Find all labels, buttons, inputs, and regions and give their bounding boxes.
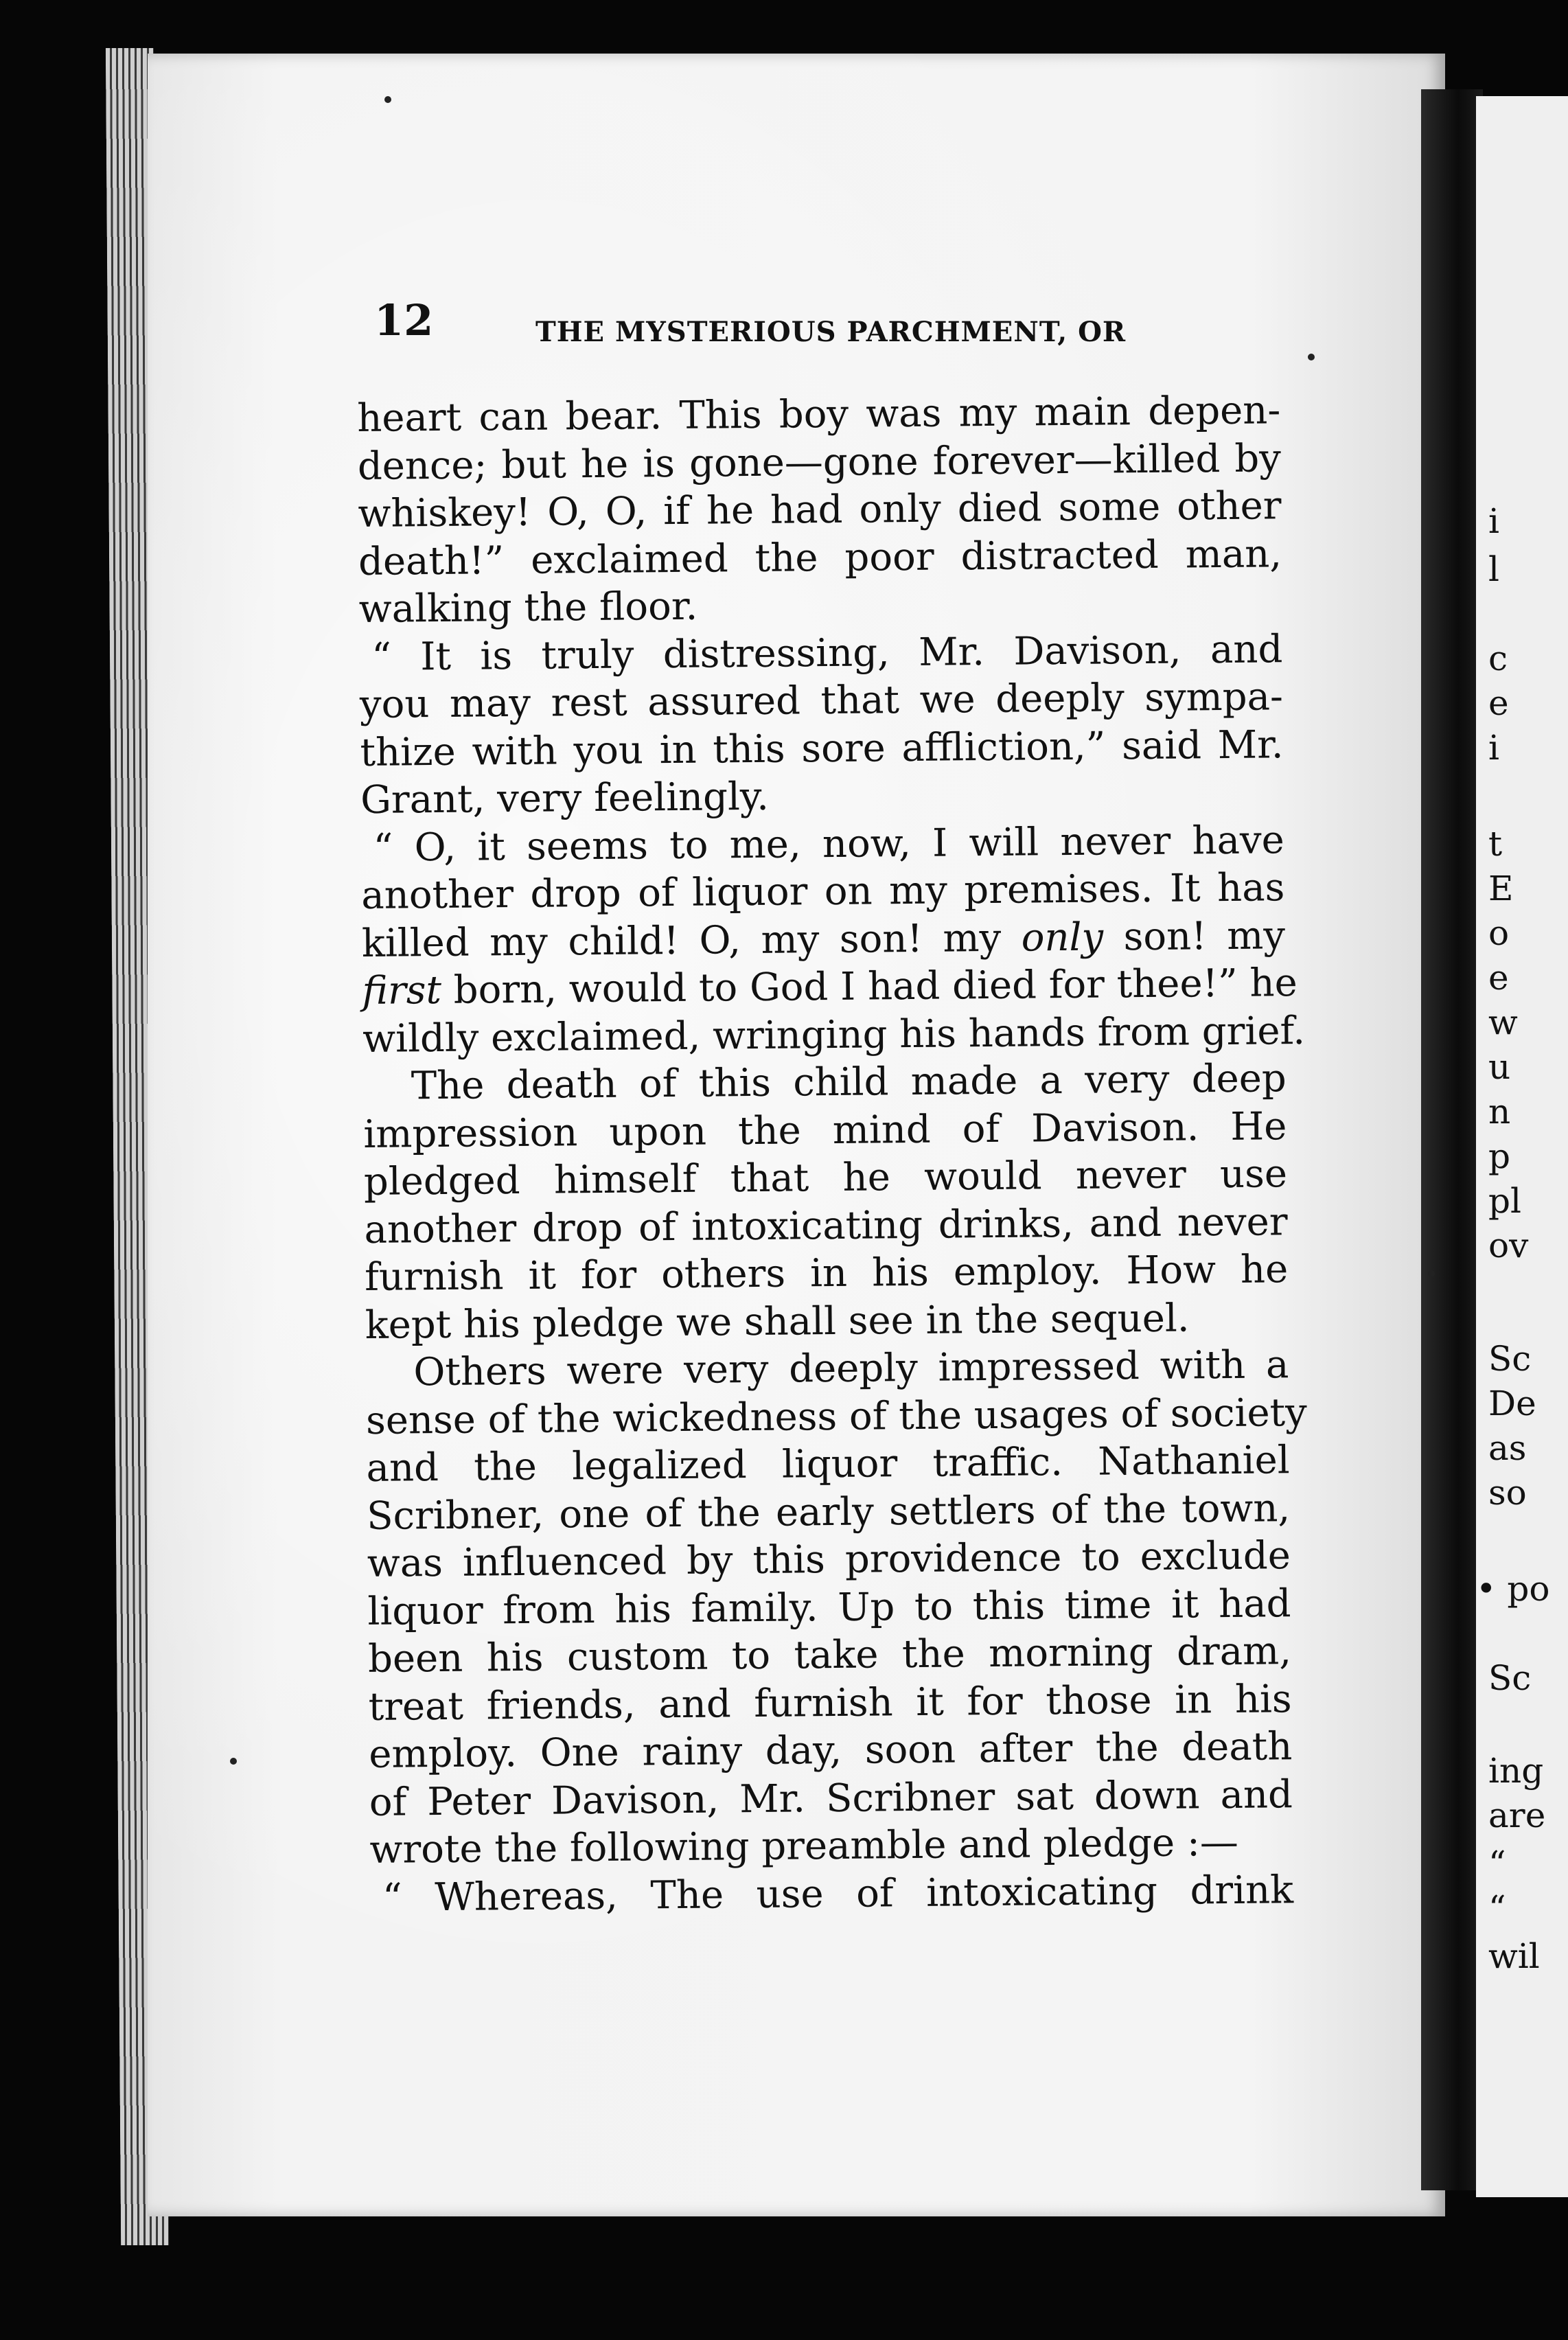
text-line: wildly exclaimed, wringing his hands from grief. [362,1008,1306,1062]
text-line: another drop of liquor on my premises. It has [361,865,1285,918]
scan-speck [230,1758,237,1765]
next-page-fragment: i [1488,728,1499,768]
text-line: death!” exclaimed the poor distracted man, [358,531,1282,584]
text-line: thize with you in this sore affliction,” said Mr. [360,722,1284,775]
next-page-fragment: Sc [1488,1658,1532,1698]
next-page-fragment: c [1488,639,1508,678]
text-line: Others were very deeply impressed with a [413,1342,1289,1395]
text-line: treat friends, and furnish it for those in his [368,1676,1292,1730]
text-line: been his custom to take the morning dram, [367,1629,1292,1682]
text-line: of Peter Davison, Mr. Scribner sat down and [369,1771,1293,1825]
text-line: you may rest assured that we deeply sympa- [359,674,1284,727]
next-page-fragment: w [1488,1002,1518,1042]
scan-speck [1308,354,1315,360]
running-head: THE MYSTERIOUS PARCHMENT, OR [535,316,1127,348]
next-page-fragment: E [1488,869,1514,908]
next-page-fragment: i [1488,501,1499,541]
scan-speck [384,96,391,103]
text-line-with-italics [362,912,1286,967]
text-segment: son! my [1103,913,1286,960]
next-page-fragment: “ [1488,1888,1506,1928]
next-page-fragment: • po [1476,1569,1550,1609]
next-page-fragment: ing [1488,1751,1544,1791]
next-page-fragment: l [1488,549,1499,589]
text-line: sense of the wickedness of the usages of society [365,1390,1307,1443]
next-page-fragment: pl [1488,1181,1521,1221]
scan-speck [1428,1270,1435,1277]
italic-word-first: first [362,967,442,1013]
next-page-fragment: ov [1488,1226,1529,1265]
text-line: The death of this child made a very deep [411,1056,1287,1109]
next-page-fragment: so [1488,1473,1527,1513]
text-line: dence; but he is gone—gone forever—killed by [357,435,1282,489]
italic-word-only: only [1021,915,1104,961]
text-line: and the legalized liquor traffic. Nathaniel [366,1438,1290,1491]
next-page-fragment: Sc [1488,1339,1532,1379]
text-line: was influenced by this providence to exclude [367,1533,1291,1586]
text-line: walking the floor. [358,584,698,632]
next-page-fragment: n [1488,1092,1511,1132]
text-line: wrote the following preamble and pledge :— [369,1820,1239,1872]
text-line: “ It is truly distressing, Mr. Davison, and [371,626,1283,680]
next-page-fragment: as [1488,1428,1527,1468]
text-segment: born, would to God I had died for thee!” he [453,961,1298,1013]
text-line: liquor from his family. Up to this time it had [367,1581,1291,1634]
right-page-fragment [1476,96,1568,2197]
next-page-fragment: “ [1488,1844,1506,1883]
text-line-with-italics [362,959,1298,1015]
text-line: kept his pledge we shall see in the sequel. [365,1295,1190,1348]
next-page-fragment: t [1488,824,1503,864]
text-line: impression upon the mind of Davison. He [363,1103,1287,1157]
next-page-fragment: o [1488,913,1510,953]
text-line: another drop of intoxicating drinks, and never [364,1199,1288,1252]
text-line: “ O, it seems to me, now, I will never have [373,817,1284,871]
next-page-fragment: are [1488,1796,1546,1835]
next-page-fragment: p [1488,1136,1511,1176]
text-line: employ. One rainy day, soon after the death [368,1724,1293,1777]
next-page-fragment: De [1488,1384,1536,1423]
text-line: Grant, very feelingly. [360,774,770,823]
text-line: “ Whereas, The use of intoxicating drink [382,1867,1294,1920]
text-line: heart can bear. This boy was my main depen- [357,388,1281,441]
text-segment: killed my child! O, my son! my [361,915,1022,966]
text-line: whiskey! O, O, if he had only died some other [358,483,1282,536]
next-page-fragment: wil [1488,1936,1540,1976]
body-text [357,387,1307,1922]
text-line: furnish it for others in his employ. How he [364,1247,1289,1300]
page-number: 12 [374,295,434,345]
text-line: Scribner, one of the early settlers of the town, [366,1485,1291,1539]
text-line: pledged himself that he would never use [363,1151,1288,1204]
book-gutter [1421,89,1483,2190]
next-page-fragment: e [1488,958,1509,998]
next-page-fragment: e [1488,683,1509,723]
next-page-fragment: u [1488,1047,1511,1087]
